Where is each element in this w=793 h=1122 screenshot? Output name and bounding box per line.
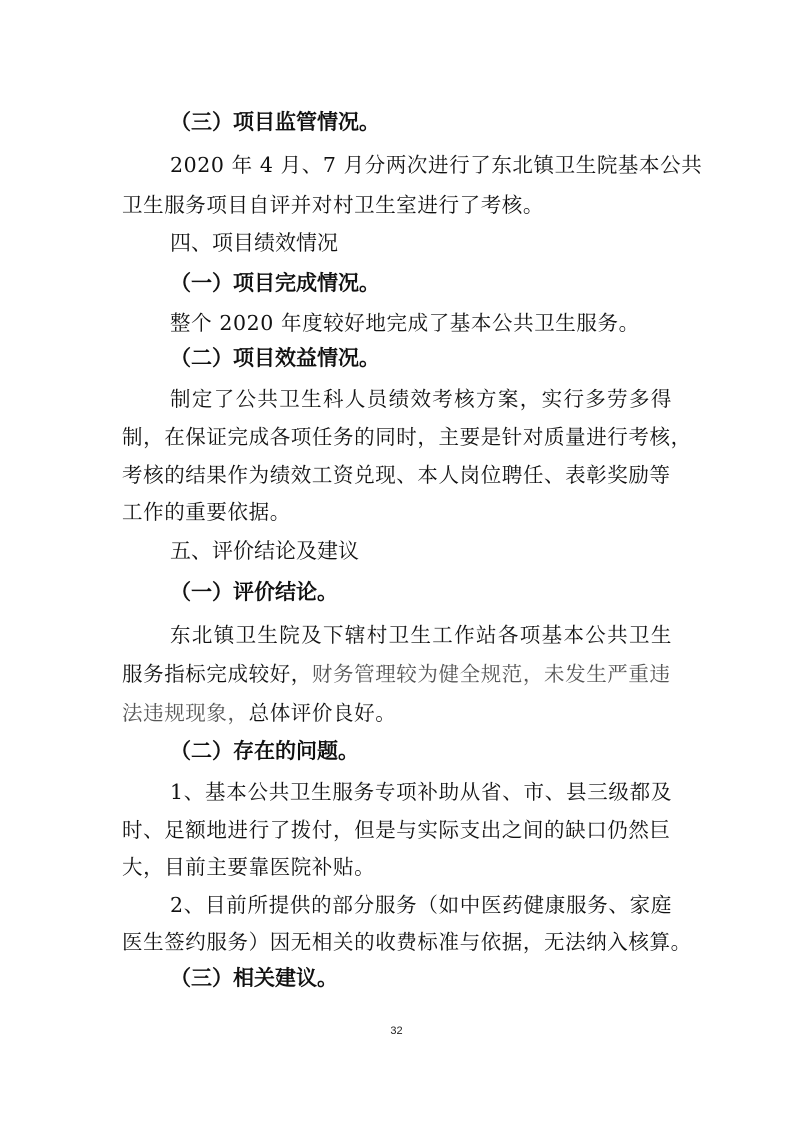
page-number: 32 [390, 1025, 403, 1037]
section-heading-problems: （二）存在的问题。 [170, 739, 359, 763]
paragraph-line: 整个 2020 年度较好地完成了基本公共卫生服务。 [170, 311, 640, 335]
paragraph-line [122, 659, 671, 689]
section-heading-suggestions: （三）相关建议。 [170, 966, 338, 990]
paragraph-line: 2020 年 4 月、7 月分两次进行了东北镇卫生院基本公共 [170, 153, 703, 177]
text-run: 总体评价良好。 [248, 701, 397, 725]
paragraph-line: 制，在保证完成各项任务的同时，主要是针对质量进行考核， [122, 425, 692, 449]
section-heading-evaluation: （一）评价结论。 [170, 580, 338, 604]
part-heading-conclusion: 五、评价结论及建议 [170, 539, 359, 563]
section-heading-monitoring: （三）项目监管情况。 [170, 110, 380, 134]
paragraph-line: 工作的重要依据。 [122, 500, 291, 524]
paragraph-line: 时、足额地进行了拨付，但是与实际支出之间的缺口仍然巨 [122, 818, 671, 842]
paragraph-line: 医生签约服务）因无相关的收费标准与依据，无法纳入核算。 [122, 930, 692, 954]
paragraph-line: 大，目前主要靠医院补贴。 [122, 855, 376, 879]
paragraph-line: 卫生服务项目自评并对村卫生室进行了考核。 [122, 193, 544, 217]
paragraph-line: 制定了公共卫生科人员绩效考核方案，实行多劳多得 [170, 387, 672, 411]
paragraph-line: 1、基本公共卫生服务专项补助从省、市、县三级都及 [170, 780, 672, 804]
text-run-gray: 财务管理较为健全规范，未发生严重违 [311, 662, 671, 686]
paragraph-line: 东北镇卫生院及下辖村卫生工作站各项基本公共卫生 [170, 623, 672, 647]
paragraph-line [122, 698, 396, 728]
part-heading-performance: 四、项目绩效情况 [170, 231, 338, 255]
text-run-gray: 法违规现象， [122, 701, 249, 725]
section-heading-completion: （一）项目完成情况。 [170, 271, 380, 295]
paragraph-line: 考核的结果作为绩效工资兑现、本人岗位聘任、表彰奖励等 [122, 463, 671, 487]
section-heading-benefit: （二）项目效益情况。 [170, 346, 380, 370]
paragraph-line: 2、目前所提供的部分服务（如中医药健康服务、家庭 [170, 893, 672, 917]
text-run: 服务指标完成较好， [122, 662, 312, 686]
